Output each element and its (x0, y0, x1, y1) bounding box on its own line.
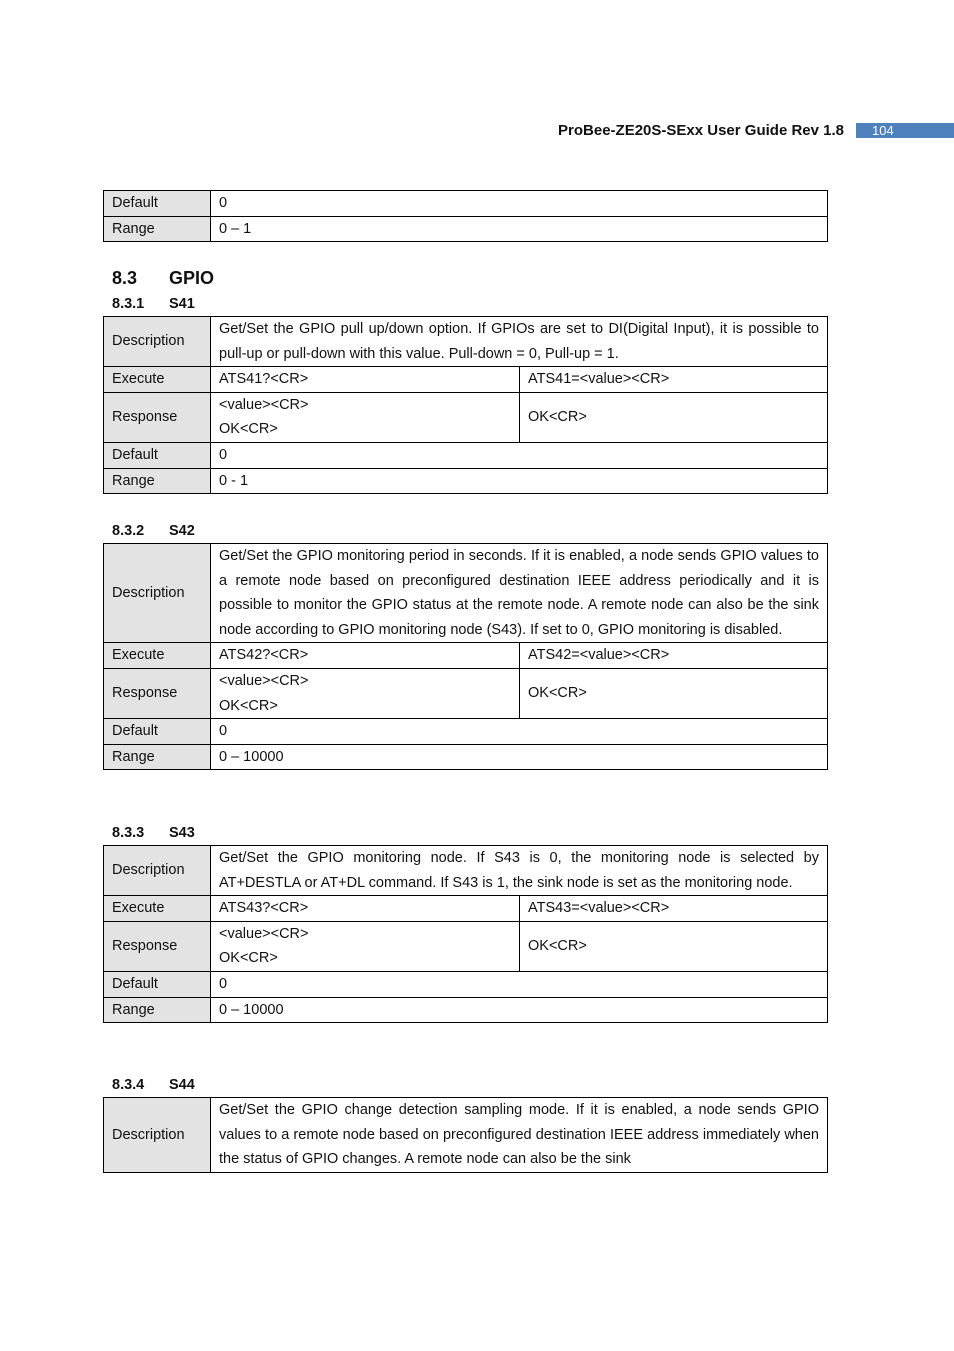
execute-label: Execute (104, 896, 211, 922)
execute-set: ATS42=<value><CR> (520, 643, 828, 669)
section-title: GPIO (169, 268, 215, 288)
execute-label: Execute (104, 367, 211, 393)
subsection-number: 8.3.3 (112, 825, 145, 841)
range-label: Range (104, 468, 211, 494)
description-label: Description (104, 1098, 211, 1173)
table-row (104, 971, 828, 997)
description-label: Description (104, 317, 211, 367)
table-row (104, 468, 828, 494)
subsection-heading-s41 (112, 296, 195, 312)
response-get (211, 921, 520, 971)
subsection-number: 8.3.4 (112, 1077, 145, 1093)
description-value: Get/Set the GPIO monitoring node. If S43 is 0, the monitoring node is selected by AT+DESTLA or AT+DL command. If S43 is 1, the sink node is set as the monitoring node. (211, 846, 828, 896)
section-number: 8.3 (112, 268, 138, 288)
range-label: Range (104, 744, 211, 770)
document-title: ProBee-ZE20S-SExx User Guide Rev 1.8 (558, 122, 844, 139)
table-row (104, 1098, 828, 1173)
response-line: <value><CR> (219, 672, 309, 689)
table-row (104, 442, 828, 468)
default-label: Default (104, 719, 211, 745)
response-label: Response (104, 392, 211, 442)
range-value: 0 – 1 (211, 216, 828, 242)
response-set: OK<CR> (520, 392, 828, 442)
execute-get: ATS41?<CR> (211, 367, 520, 393)
subsection-heading-s44 (112, 1077, 195, 1093)
description-value: Get/Set the GPIO monitoring period in seconds. If it is enabled, a node sends GPIO values to a remote node based on preconfigured destination IEEE address periodically and it is possible to monitor the GPIO status at the remote node. A remote node can also be the sink node according to GPIO monitoring node (S43). If set to 0, GPIO monitoring is disabled. (211, 544, 828, 643)
execute-label: Execute (104, 643, 211, 669)
range-label: Range (104, 997, 211, 1023)
default-value: 0 (211, 971, 828, 997)
page-number: 104 (856, 123, 954, 138)
table-row (104, 997, 828, 1023)
param-table-s43 (103, 845, 828, 1023)
execute-get: ATS42?<CR> (211, 643, 520, 669)
param-table-s44 (103, 1097, 828, 1173)
table-row (104, 744, 828, 770)
default-value: 0 (211, 442, 828, 468)
range-label: Range (104, 216, 211, 242)
table-row (104, 216, 828, 242)
subsection-heading-s42 (112, 523, 195, 539)
default-label: Default (104, 191, 211, 217)
subsection-number: 8.3.2 (112, 523, 145, 539)
subsection-title: S44 (169, 1077, 195, 1093)
response-label: Response (104, 921, 211, 971)
execute-set: ATS41=<value><CR> (520, 367, 828, 393)
response-line: <value><CR> (219, 396, 309, 413)
response-label: Response (104, 668, 211, 718)
description-label: Description (104, 544, 211, 643)
table-row (104, 896, 828, 922)
subsection-heading-s43 (112, 825, 195, 841)
param-table-s41 (103, 316, 828, 494)
default-label: Default (104, 971, 211, 997)
default-label: Default (104, 442, 211, 468)
response-get (211, 392, 520, 442)
table-row (104, 846, 828, 896)
response-line: <value><CR> (219, 925, 309, 942)
table-row (104, 367, 828, 393)
range-value: 0 - 1 (211, 468, 828, 494)
default-value: 0 (211, 719, 828, 745)
execute-get: ATS43?<CR> (211, 896, 520, 922)
default-value: 0 (211, 191, 828, 217)
range-value: 0 – 10000 (211, 997, 828, 1023)
table-row (104, 643, 828, 669)
response-line: OK<CR> (219, 421, 278, 438)
response-line: OK<CR> (219, 697, 278, 714)
table-row (104, 191, 828, 217)
subsection-title: S42 (169, 523, 195, 539)
description-value: Get/Set the GPIO change detection sampling mode. If it is enabled, a node sends GPIO values to a remote node based on preconfigured destination IEEE address immediately when the status of GPIO changes. A remote node can also be the sink (211, 1098, 828, 1173)
response-get (211, 668, 520, 718)
table-row (104, 921, 828, 971)
response-set: OK<CR> (520, 668, 828, 718)
table-row (104, 392, 828, 442)
subsection-title: S41 (169, 296, 195, 312)
subsection-number: 8.3.1 (112, 296, 145, 312)
table-row (104, 317, 828, 367)
response-set: OK<CR> (520, 921, 828, 971)
description-value: Get/Set the GPIO pull up/down option. If GPIOs are set to DI(Digital Input), it is possible to pull-up or pull-down with this value. Pull-down = 0, Pull-up = 1. (211, 317, 828, 367)
description-label: Description (104, 846, 211, 896)
subsection-title: S43 (169, 825, 195, 841)
range-value: 0 – 10000 (211, 744, 828, 770)
response-line: OK<CR> (219, 950, 278, 967)
table-row (104, 719, 828, 745)
continued-param-table (103, 190, 828, 242)
section-heading (112, 268, 214, 289)
param-table-s42 (103, 543, 828, 770)
execute-set: ATS43=<value><CR> (520, 896, 828, 922)
table-row (104, 668, 828, 718)
table-row (104, 544, 828, 643)
